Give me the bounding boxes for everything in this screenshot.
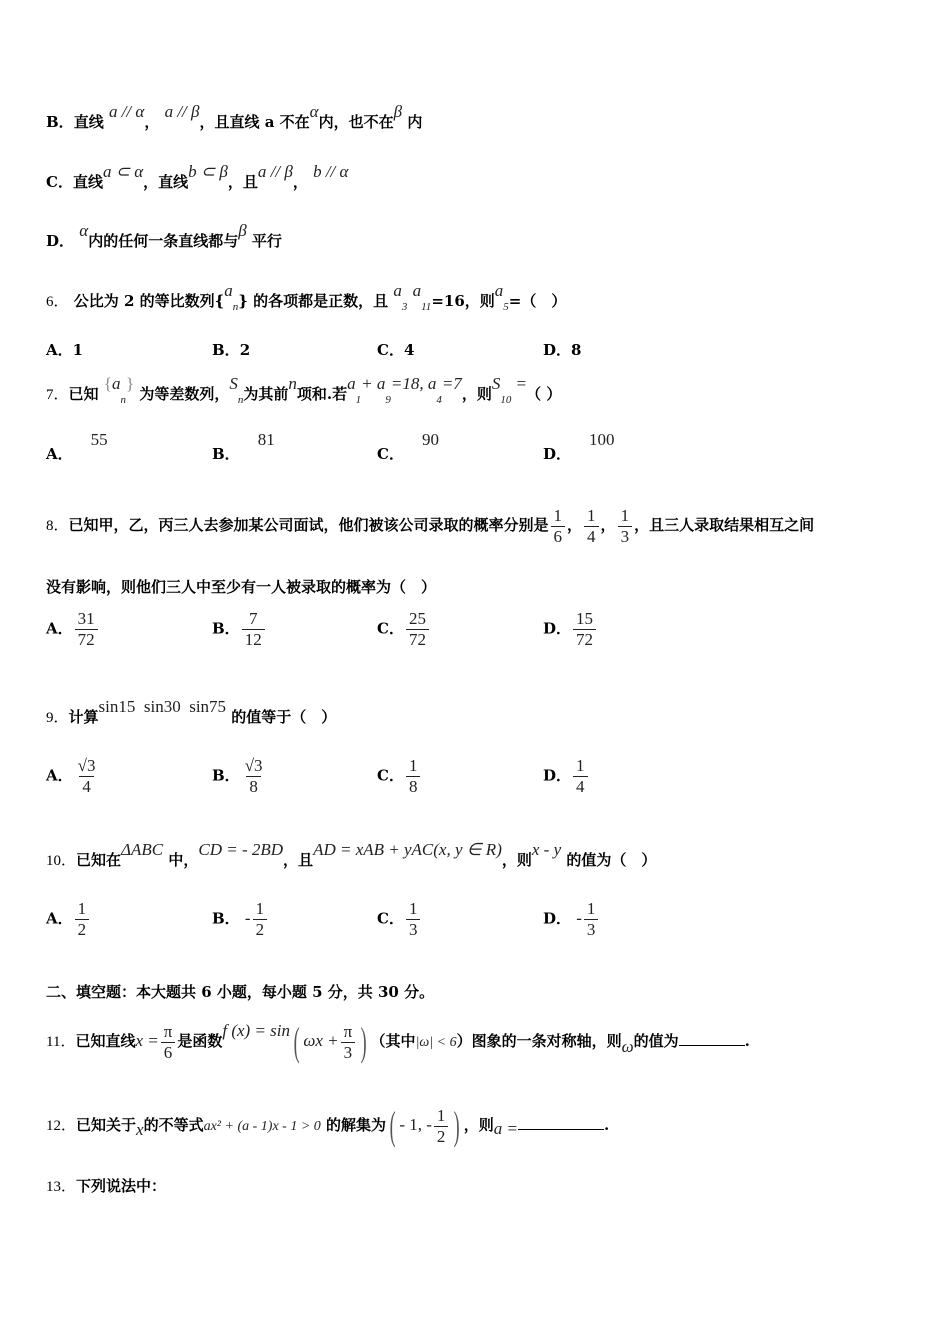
math: S [229, 374, 238, 393]
numerator: 1 [620, 505, 630, 525]
fraction [242, 609, 265, 650]
q5-option-b [46, 102, 423, 132]
option-value: 8 [571, 341, 582, 359]
numerator: 1 [408, 756, 418, 775]
text: 已知直线 [75, 1032, 136, 1050]
q6-option-d [543, 339, 581, 360]
numerator: π [163, 1021, 173, 1041]
fraction [253, 899, 268, 940]
brace: } [125, 374, 135, 393]
q6-option-b [212, 339, 250, 360]
numerator: 1 [255, 899, 265, 918]
denominator: 6 [551, 526, 566, 547]
numerator: √3 [244, 756, 263, 775]
question-7 [46, 374, 562, 406]
text: ，则 [461, 385, 492, 403]
question-11 [46, 1017, 750, 1067]
denominator: 12 [242, 629, 265, 650]
question-number: 9． [46, 710, 69, 726]
option-value: 4 [403, 341, 415, 359]
question-number: 10． [46, 853, 77, 869]
denominator: 3 [406, 919, 421, 940]
fraction [573, 756, 588, 797]
option-label: A． [46, 766, 73, 785]
fraction [573, 609, 596, 650]
denominator: 4 [584, 526, 599, 547]
text: 的值等于（ ） [231, 708, 337, 726]
math: a // α [108, 102, 145, 121]
q7-option-b [212, 430, 275, 464]
math: α [79, 221, 89, 240]
question-8 [46, 500, 814, 551]
denominator: 2 [434, 1126, 449, 1147]
text: ， [600, 516, 616, 534]
text: ，且 [227, 173, 258, 191]
option-value: 100 [589, 430, 615, 449]
numerator: 15 [576, 609, 594, 628]
math: CD = - 2BD [198, 840, 284, 859]
option-label: B． [212, 445, 240, 463]
q10-option-b [212, 899, 269, 940]
math: a [393, 281, 402, 300]
fraction [618, 506, 633, 547]
denominator: 4 [79, 776, 94, 797]
question-number: 6． [46, 294, 69, 310]
option-label: A． [46, 445, 73, 463]
q5-option-c [46, 162, 349, 192]
q6-option-c [377, 339, 414, 360]
text: 内的任何一条直线都与 [88, 232, 239, 250]
math: sin15 sin30 sin75 [98, 697, 227, 716]
math: x [136, 1120, 144, 1139]
text: 的值为（ ） [566, 851, 657, 869]
denominator: 6 [161, 1042, 176, 1063]
text: ， [567, 516, 583, 534]
fraction [75, 756, 99, 797]
math: 11 [421, 301, 432, 313]
denominator: 3 [341, 1042, 356, 1063]
math: 9 [385, 394, 391, 406]
option-label: C． [46, 173, 73, 191]
option-label: A． [46, 909, 73, 928]
fraction [406, 756, 421, 797]
math: ax² + (a - 1)x - 1 > 0 [203, 1119, 321, 1134]
denominator: 8 [246, 776, 261, 797]
text: 为其前 [243, 385, 289, 403]
option-value: 81 [257, 430, 275, 449]
option-label: C． [377, 766, 404, 785]
math: ΔABC [121, 840, 164, 859]
option-label: A． [46, 341, 73, 359]
denominator: 8 [406, 776, 421, 797]
q8-option-a [46, 609, 100, 650]
math: AD = xAB + yAC(x, y ∈ R) [313, 840, 502, 859]
denominator: 3 [584, 919, 599, 940]
math: n [120, 394, 126, 406]
option-label: D． [46, 232, 75, 250]
text: 没有影响，则他们三人中至少有一人被录取的概率为（ ） [46, 578, 437, 596]
text: 已知在 [76, 851, 122, 869]
text: 是函数 [177, 1032, 223, 1050]
math: a = [493, 1119, 518, 1138]
denominator: 2 [253, 919, 268, 940]
text: 为等差数列， [139, 385, 230, 403]
option-label: A． [46, 619, 73, 638]
fraction [75, 899, 90, 940]
math: 4 [436, 394, 442, 406]
text: 中， [168, 851, 199, 869]
question-number: 11． [46, 1034, 76, 1050]
math: β [238, 221, 247, 240]
math: a [224, 281, 233, 300]
text: ）图象的一条对称轴，则 [456, 1032, 622, 1050]
option-label: D． [543, 619, 572, 638]
text: 公比为 2 的等比数列{ [73, 292, 225, 310]
question-number: 8． [46, 518, 69, 534]
option-label: B． [212, 619, 240, 638]
option-label: C． [377, 619, 404, 638]
math: =7 [441, 374, 462, 393]
fraction [242, 756, 266, 797]
fraction [584, 506, 599, 547]
text: 内 [407, 113, 423, 131]
text: 下列说法中： [76, 1177, 167, 1195]
answer-blank[interactable] [518, 1115, 604, 1130]
text: . [744, 1032, 750, 1050]
numerator: 1 [436, 1105, 446, 1125]
denominator: 2 [75, 919, 90, 940]
option-label: D． [543, 909, 572, 928]
text: } 的各项都是正数，且 [238, 292, 389, 310]
numerator: 7 [248, 609, 258, 628]
fraction [584, 899, 599, 940]
question-number: 13． [46, 1179, 77, 1195]
fraction [406, 899, 421, 940]
q10-option-a [46, 899, 91, 940]
text: 已知甲，乙，丙三人去参加某公司面试，他们被该公司录取的概率分别是 [68, 516, 549, 534]
q9-option-d [543, 756, 590, 797]
math: x = [135, 1031, 159, 1050]
fraction [434, 1106, 449, 1147]
text: 的解集为 [326, 1116, 387, 1134]
fraction [75, 609, 98, 650]
math: =18, a [390, 374, 437, 393]
q9-option-b [212, 756, 268, 797]
denominator: 72 [75, 629, 98, 650]
math: 10 [500, 394, 512, 406]
math: = [516, 374, 527, 393]
numerator: π [343, 1021, 353, 1041]
numerator: √3 [77, 756, 96, 775]
denominator: 3 [618, 526, 633, 547]
paren: ) [454, 1103, 461, 1148]
math: n [288, 374, 297, 393]
fraction [341, 1022, 356, 1063]
q8-option-d [543, 609, 598, 650]
math: 1 [355, 394, 362, 406]
math: a // β [257, 162, 293, 181]
numerator: 1 [576, 756, 585, 775]
fraction [161, 1022, 176, 1063]
text: =16，则 [431, 292, 495, 310]
option-label: C． [377, 341, 404, 359]
option-label: D． [543, 445, 572, 463]
math: β [393, 102, 403, 121]
option-label: D． [543, 766, 572, 785]
numerator: 1 [77, 899, 87, 918]
math: α [309, 102, 319, 121]
numerator: 1 [586, 899, 596, 918]
math: + a [361, 374, 386, 393]
text: 直线 [72, 173, 103, 191]
math: a [494, 281, 504, 300]
fraction [551, 506, 566, 547]
math: b ⊂ β [188, 162, 228, 181]
text: ，且直线 a 不在 [199, 113, 310, 131]
math: ωx + [303, 1031, 339, 1050]
text: ， [292, 173, 308, 191]
text: 的值为 [633, 1032, 679, 1050]
q7-option-a [46, 430, 108, 464]
math: a [347, 374, 356, 393]
numerator: 25 [408, 609, 426, 628]
option-value: 1 [72, 341, 84, 359]
text: ，且 [283, 851, 314, 869]
text: 平行 [251, 232, 282, 250]
math: a ⊂ α [102, 162, 144, 181]
numerator: 31 [77, 609, 95, 628]
math: f (x) = sin [222, 1021, 291, 1040]
paren: ) [360, 1019, 367, 1064]
q10-option-c [377, 899, 422, 940]
q8-option-c [377, 609, 431, 650]
math: |ω| < 6 [415, 1035, 457, 1050]
fraction [406, 609, 429, 650]
text: 项和.若 [296, 385, 348, 403]
numerator: 1 [587, 505, 596, 525]
question-10 [46, 840, 657, 871]
math: 3 [401, 301, 408, 313]
denominator: 4 [573, 776, 588, 797]
math: a // β [164, 102, 200, 121]
q7-option-d [543, 430, 615, 464]
question-13 [46, 1176, 166, 1197]
q10-option-d [543, 899, 600, 940]
option-label: B． [46, 113, 74, 131]
text: 计算 [68, 708, 99, 726]
numerator: 1 [553, 505, 563, 525]
q6-option-a [46, 339, 83, 360]
question-6 [46, 281, 567, 313]
text: ， [144, 113, 160, 131]
math: 5 [503, 301, 509, 313]
math: ω [621, 1037, 634, 1056]
text: =（ ） [508, 292, 567, 310]
question-9 [46, 697, 337, 728]
math: a [111, 374, 121, 393]
text: （其中 [370, 1032, 416, 1050]
math: b // α [313, 162, 349, 181]
option-value: 55 [90, 430, 108, 449]
text: 内，也不在 [318, 113, 394, 131]
question-number: 7． [46, 387, 69, 403]
option-label: B． [212, 766, 240, 785]
text: 已知 [68, 385, 99, 403]
option-value: 90 [421, 430, 439, 449]
question-number: 12． [46, 1118, 77, 1134]
question-8-cont [46, 577, 436, 597]
option-label: D． [543, 341, 572, 359]
sign: - [244, 908, 251, 928]
q7-option-c [377, 430, 439, 464]
text: ，则 [463, 1116, 494, 1134]
text: （ ） [526, 385, 562, 403]
math: - 1, - [399, 1115, 432, 1134]
answer-blank[interactable] [679, 1031, 745, 1046]
text: . [604, 1116, 610, 1134]
q8-option-b [212, 609, 267, 650]
text: 二、填空题：本大题共 6 小题，每小题 5 分，共 30 分。 [46, 983, 435, 1001]
math: S [491, 374, 501, 393]
math: a [412, 281, 422, 300]
text: 直线 [73, 113, 104, 131]
option-label: B． [212, 909, 240, 928]
option-label: C． [377, 909, 404, 928]
option-label: C． [377, 445, 404, 463]
text: 已知关于 [76, 1116, 137, 1134]
q9-option-a [46, 756, 100, 797]
question-12 [46, 1100, 609, 1152]
math: n [237, 394, 244, 406]
text: 的不等式 [143, 1116, 204, 1134]
denominator: 72 [573, 629, 596, 650]
denominator: 72 [406, 629, 429, 650]
math: n [232, 301, 239, 313]
text: ，直线 [143, 173, 189, 191]
text: ，则 [501, 851, 532, 869]
math: x - y [531, 840, 562, 859]
numerator: 1 [408, 899, 418, 918]
option-label: B． [212, 341, 240, 359]
q9-option-c [377, 756, 422, 797]
text: ，且三人录取结果相互之间 [634, 516, 815, 534]
section-heading [46, 982, 434, 1002]
q5-option-d [46, 221, 282, 251]
paren: ( [293, 1019, 300, 1064]
paren: ( [389, 1103, 396, 1148]
sign: - [576, 908, 582, 928]
option-value: 2 [239, 341, 251, 359]
brace: { [103, 374, 112, 393]
